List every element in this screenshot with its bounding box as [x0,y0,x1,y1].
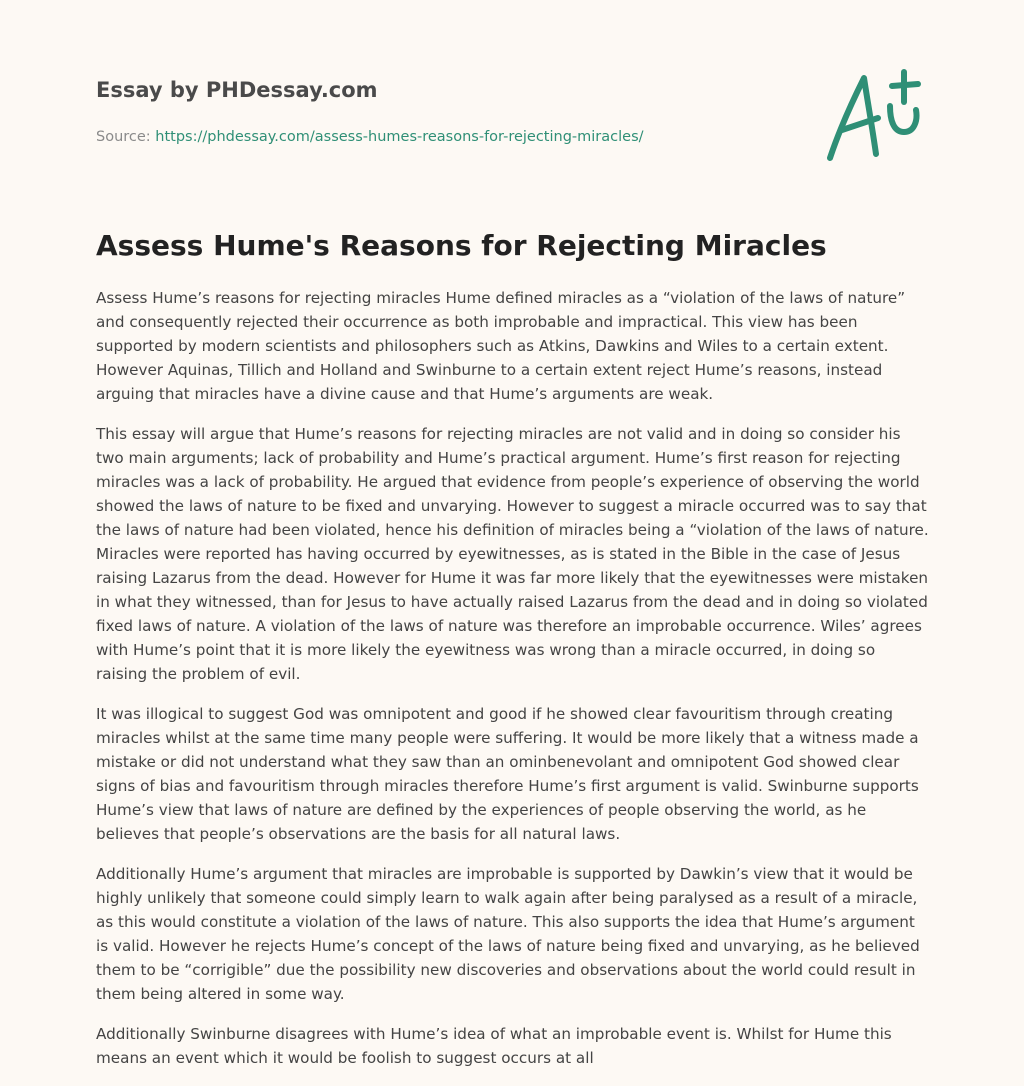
paragraph: Additionally Hume’s argument that miracles are improbable is supported by Dawkin’s view that it would be highly unlikely that someone could simply learn to walk again after being paralysed as a result of a miracle, as this would constitute a violation of the laws of nature. This also supports the idea that Hume’s argument is valid. However he rejects Hume’s concept of the laws of nature being fixed and unvarying, as he believed them to be “corrigible” due the possibility new discoveries and observations about the world could result in them being altered in some way. [96,865,920,1003]
paragraph: Additionally Swinburne disagrees with Hume’s idea of what an improbable event is. Whilst for Hume this means an event which it would be foolish to suggest occurs at all [96,1025,892,1067]
essay-header [96,74,796,148]
paragraph: This essay will argue that Hume’s reasons for rejecting miracles are not valid and in doing so consider his two main arguments; lack of probability and Hume’s practical argument. Hume’s first reason for rejecting miracles was a lack of probability. He argued that evidence from people’s experience of observing the world showed the laws of nature to be fixed and unvarying. However to suggest a miracle occurred was to say that the laws of nature had been violated, hence his definition of miracles being a “violation of the laws of nature. Miracles were reported has having occurred by eyewitnesses, as is stated in the Bible in the case of Jesus raising Lazarus from the dead. However for Hume it was far more likely that the eyewitnesses were mistaken in what they witnessed, than for Jesus to have actually raised Lazarus from the dead and in doing so violated fixed laws of nature. A violation of the laws of nature was therefore an improbable occurrence. Wiles’ agrees with Hume’s point that it is more likely the eyewitness was wrong than a miracle occurred, in doing so raising the problem of evil. [96,425,929,683]
site-brand: Essay by PHDessay.com [96,78,378,102]
paragraph: Assess Hume’s reasons for rejecting miracles Hume defined miracles as a “violation of the laws of nature” and consequently rejected their occurrence as both improbable and impractical. This view has been supported by modern scientists and philosophers such as Atkins, Dawkins and Wiles to a certain extent. However Aquinas, Tillich and Holland and Swinburne to a certain extent reject Hume’s reasons, instead arguing that miracles have a divine cause and that Hume’s arguments are weak. [96,289,906,403]
essay-title: Assess Hume's Reasons for Rejecting Miracles [96,229,827,262]
essay-body [96,286,930,1086]
paragraph: It was illogical to suggest God was omnipotent and good if he showed clear favouritism through creating miracles whilst at the same time many people were suffering. It would be more likely that a witness made a mistake or did not understand what they saw than an ominbenevolant and omnipotent God showed clear signs of bias and favouritism through miracles therefore Hume’s first argument is valid. Swinburne supports Hume’s view that laws of nature are defined by the experiences of people observing the world, as he believes that people’s observations are the basis for all natural laws. [96,705,919,843]
source-line [96,126,796,148]
source-label: Source: [96,129,151,145]
a-plus-icon [818,66,928,166]
a-plus-logo [818,66,928,166]
source-link[interactable]: https://phdessay.com/assess-humes-reasons-for-rejecting-miracles/ [155,129,644,145]
